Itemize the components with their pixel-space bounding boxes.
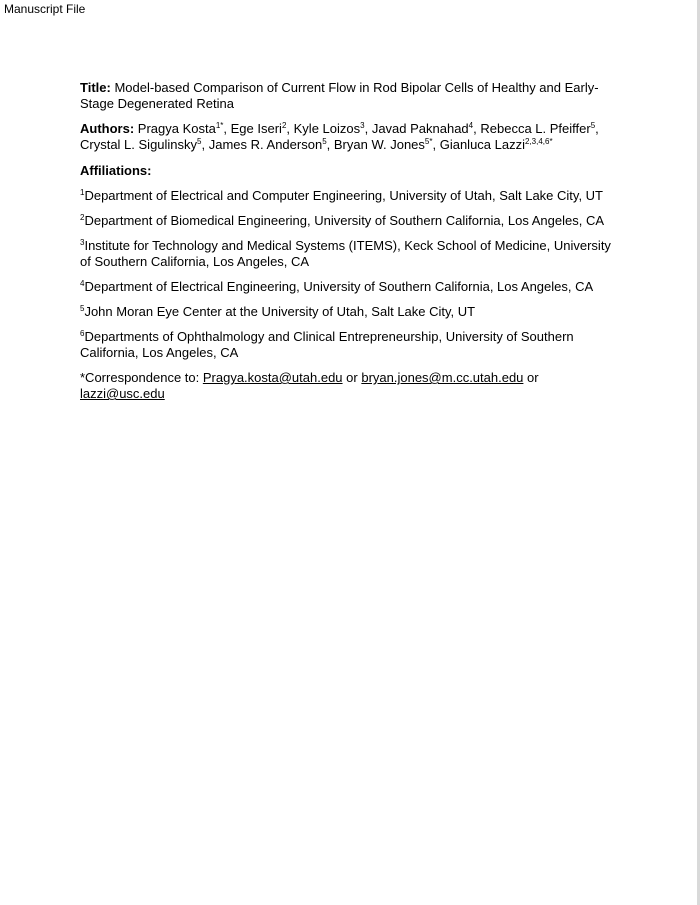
email-link-jones[interactable]: bryan.jones@m.cc.utah.edu xyxy=(361,370,524,385)
author-name: Ege Iseri xyxy=(230,121,282,136)
author-separator: , xyxy=(286,121,294,136)
author-affiliation-marker: 2,3,4,6* xyxy=(525,137,553,146)
affiliation-item xyxy=(80,279,620,295)
affiliation-number: 1 xyxy=(80,188,85,197)
affiliation-text: Institute for Technology and Medical Systems (ITEMS), Keck School of Medicine, University of Southern California, Los Angeles, CA xyxy=(80,238,611,269)
manuscript-file-label: Manuscript File xyxy=(4,2,86,16)
affiliations-list xyxy=(80,188,620,361)
correspondence-joiner: or xyxy=(342,370,362,385)
author-name: Kyle Loizos xyxy=(293,121,361,136)
author-name: James R. Anderson xyxy=(208,137,323,152)
author-affiliation-marker: 5 xyxy=(197,137,202,146)
author-list xyxy=(80,121,599,152)
authors-label: Authors: xyxy=(80,121,135,136)
author-affiliation-marker: 5 xyxy=(590,121,596,130)
affiliation-text: Department of Biomedical Engineering, University of Southern California, Los Angeles, CA xyxy=(84,213,605,228)
affiliation-item xyxy=(80,213,620,229)
affiliation-item xyxy=(80,188,620,204)
affiliation-number: 6 xyxy=(80,329,85,338)
email-link-kosta[interactable]: Pragya.kosta@utah.edu xyxy=(202,370,343,385)
author-name: Gianluca Lazzi xyxy=(439,137,525,152)
author-separator: , xyxy=(432,137,440,152)
title-block xyxy=(80,80,620,112)
author-affiliation-marker: 2 xyxy=(281,121,287,130)
author-affiliation-marker: 3 xyxy=(360,121,365,130)
author-separator: , xyxy=(223,121,231,136)
affiliation-number: 2 xyxy=(80,213,85,222)
author-separator: , xyxy=(364,121,372,136)
author-separator: , xyxy=(201,137,209,152)
affiliation-item xyxy=(80,304,620,320)
author-name: Javad Paknahad xyxy=(371,121,469,136)
affiliation-text: Department of Electrical Engineering, University of Southern California, Los Angeles, CA xyxy=(84,279,594,294)
affiliation-text: Department of Electrical and Computer Engineering, University of Utah, Salt Lake City, UT xyxy=(84,188,603,203)
title-text: Model-based Comparison of Current Flow in Rod Bipolar Cells of Healthy and Early-Stage Degenerated Retina xyxy=(80,80,599,111)
affiliation-item xyxy=(80,238,620,270)
document-body xyxy=(80,80,620,402)
author-separator: , xyxy=(595,121,599,136)
author-affiliation-marker: 5* xyxy=(424,137,433,146)
affiliation-text: John Moran Eye Center at the University of Utah, Salt Lake City, UT xyxy=(84,304,476,319)
title-label: Title: xyxy=(80,80,111,95)
correspondence-line xyxy=(80,370,620,402)
author-name: Crystal L. Sigulinsky xyxy=(80,137,198,152)
affiliation-number: 5 xyxy=(80,304,85,313)
authors-block xyxy=(80,121,620,153)
affiliation-number: 4 xyxy=(80,279,85,288)
correspondence-joiner: or xyxy=(523,370,539,385)
affiliations-heading: Affiliations: xyxy=(80,163,152,178)
author-separator: , xyxy=(326,137,334,152)
email-link-lazzi[interactable]: lazzi@usc.edu xyxy=(80,386,165,401)
correspondence-prefix: *Correspondence to: xyxy=(80,370,203,385)
author-affiliation-marker: 1* xyxy=(215,121,224,130)
affiliation-number: 3 xyxy=(80,238,85,247)
affiliation-text: Departments of Ophthalmology and Clinical Entrepreneurship, University of Southern California, Los Angeles, CA xyxy=(80,329,574,360)
author-affiliation-marker: 5 xyxy=(322,137,327,146)
author-name: Pragya Kosta xyxy=(137,121,216,136)
author-name: Bryan W. Jones xyxy=(333,137,425,152)
author-affiliation-marker: 4 xyxy=(468,121,474,130)
author-name: Rebecca L. Pfeiffer xyxy=(480,121,591,136)
affiliation-item xyxy=(80,329,620,361)
author-separator: , xyxy=(473,121,481,136)
